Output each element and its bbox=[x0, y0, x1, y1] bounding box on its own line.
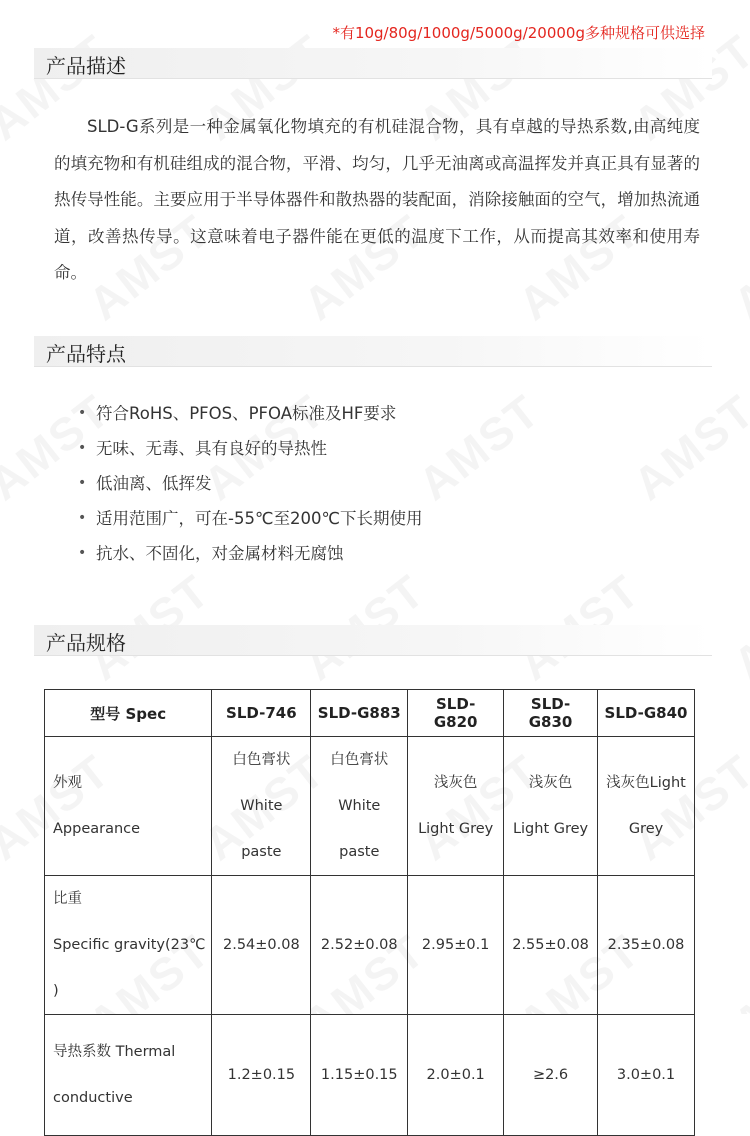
feature-text: 无味、无毒、具有良好的导热性 bbox=[96, 439, 327, 458]
spec-cell: 2.0±0.1 bbox=[408, 1015, 504, 1136]
feature-item bbox=[78, 536, 423, 571]
spec-cell: 1.15±0.15 bbox=[311, 1015, 408, 1136]
spec-cell: 2.35±0.08 bbox=[598, 876, 695, 1015]
feature-item bbox=[78, 431, 423, 466]
spec-row-label bbox=[45, 737, 212, 876]
spec-cell: 2.54±0.08 bbox=[212, 876, 311, 1015]
watermark-logo bbox=[723, 203, 750, 331]
spec-row-label bbox=[45, 876, 212, 1015]
value-en: Light Grey bbox=[512, 821, 589, 837]
spec-header-cell: SLD-G840 bbox=[598, 690, 695, 737]
value-cn: 浅灰色 bbox=[528, 775, 573, 791]
bullet-icon: • bbox=[78, 510, 87, 526]
value-en: Grey bbox=[628, 821, 664, 837]
package-size-note: *有10g/80g/1000g/5000g/20000g多种规格可供选择 bbox=[332, 24, 705, 42]
spec-header-row bbox=[45, 690, 695, 737]
label-cn: 比重 bbox=[53, 891, 82, 907]
section-title-description: 产品描述 bbox=[46, 54, 126, 78]
label-en: Specific gravity(23℃ ) bbox=[53, 937, 206, 999]
feature-item bbox=[78, 501, 423, 536]
spec-row-thermal bbox=[45, 1015, 695, 1136]
feature-text: 抗水、不固化，对金属材料无腐蚀 bbox=[96, 544, 344, 563]
spec-header-cell: SLD-G883 bbox=[311, 690, 408, 737]
section-title-specs: 产品规格 bbox=[46, 631, 126, 655]
spec-header-cell: SLD-G820 bbox=[408, 690, 504, 737]
value-cn: 白色膏状 bbox=[232, 752, 291, 768]
feature-list bbox=[78, 396, 423, 571]
spec-cell: 1.2±0.15 bbox=[212, 1015, 311, 1136]
feature-text: 低油离、低挥发 bbox=[96, 474, 212, 493]
bullet-icon: • bbox=[78, 545, 87, 561]
label-cn: 外观 bbox=[53, 775, 82, 791]
value-en: White paste bbox=[338, 798, 381, 860]
section-header-specs bbox=[34, 625, 712, 656]
spec-row-appearance bbox=[45, 737, 695, 876]
spec-cell bbox=[598, 737, 695, 876]
spec-cell: 2.95±0.1 bbox=[408, 876, 504, 1015]
value-cn: 白色膏状 bbox=[330, 752, 389, 768]
description-text: SLD-G系列是一种金属氧化物填充的有机硅混合物，具有卓越的导热系数,由高纯度的填充物和有机硅组成的混合物，平滑、均匀，几乎无油离或高温挥发并真正具有显著的热传导性能。主要应用于半导体器件和散热器的装配面，消除接触面的空气，增加热流通道，改善热传导。这意味着电子器件能在更低的温度下工作，从而提高其效率和使用寿命。 bbox=[54, 117, 700, 282]
spec-table bbox=[44, 689, 695, 1136]
section-header-description bbox=[34, 48, 712, 79]
feature-item bbox=[78, 396, 423, 431]
label-cn: 导热系数 Thermal bbox=[53, 1044, 176, 1060]
section-header-features bbox=[34, 336, 712, 367]
spec-cell bbox=[311, 737, 408, 876]
label-en: Appearance bbox=[53, 821, 141, 837]
section-title-features: 产品特点 bbox=[46, 342, 126, 366]
spec-cell: 2.55±0.08 bbox=[504, 876, 598, 1015]
watermark-logo bbox=[723, 923, 750, 1014]
value-en: Light Grey bbox=[418, 821, 494, 837]
bullet-icon: • bbox=[78, 440, 87, 456]
feature-text: 符合RoHS、PFOS、PFOA标准及HF要求 bbox=[96, 404, 397, 423]
value-en: White paste bbox=[240, 798, 283, 860]
feature-item bbox=[78, 466, 423, 501]
spec-row-gravity bbox=[45, 876, 695, 1015]
spec-cell bbox=[504, 737, 598, 876]
spec-cell: 2.52±0.08 bbox=[311, 876, 408, 1015]
spec-cell: ≥2.6 bbox=[504, 1015, 598, 1136]
spec-header-cell: SLD-746 bbox=[212, 690, 311, 737]
bullet-icon: • bbox=[78, 405, 87, 421]
spec-header-cell: 型号 Spec bbox=[45, 690, 212, 737]
spec-header-cell: SLD-G830 bbox=[504, 690, 598, 737]
watermark-logo bbox=[408, 383, 550, 511]
spec-cell: 3.0±0.1 bbox=[598, 1015, 695, 1136]
value-cn: 浅灰色 bbox=[433, 775, 478, 791]
watermark-logo bbox=[723, 563, 750, 691]
spec-cell bbox=[408, 737, 504, 876]
spec-cell bbox=[212, 737, 311, 876]
feature-text: 适用范围广，可在-55℃至200℃下长期使用 bbox=[96, 509, 423, 528]
watermark-logo bbox=[623, 383, 750, 511]
bullet-icon: • bbox=[78, 475, 87, 491]
label-en: conductive bbox=[53, 1090, 133, 1106]
value-cn: 浅灰色Light bbox=[606, 775, 686, 791]
spec-row-label bbox=[45, 1015, 212, 1136]
